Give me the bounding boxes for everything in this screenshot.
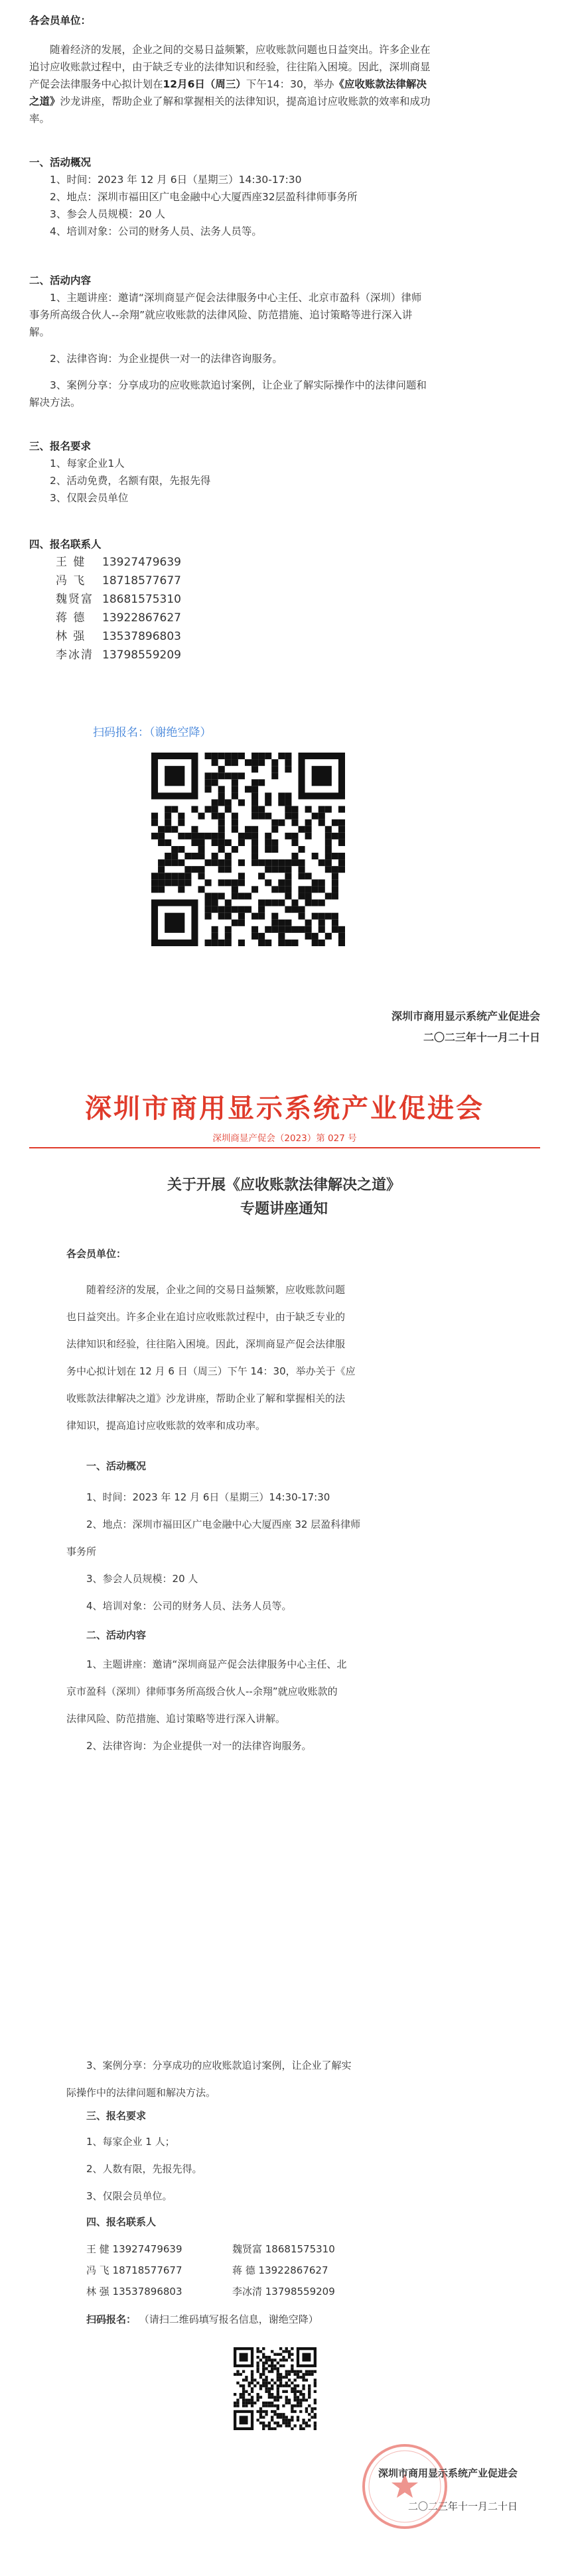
section-title: 一、活动概况 (29, 156, 92, 168)
list-item: 2、法律咨询：为企业提供一对一的法律咨询服务。 (50, 353, 283, 365)
doc-section-title: 二、活动内容 (86, 1629, 147, 1641)
intro-line-2: 追讨应收账款过程中，由于缺乏专业的法律知识和经验，往往陷入困境。因此，深圳商显 (29, 61, 431, 73)
list-item: 3、仅限会员单位 (50, 492, 129, 504)
section-content (29, 272, 540, 411)
signature-org: 深圳市商用显示系统产业促进会 (391, 1010, 540, 1022)
contact-row: 王 健 13927479639 (56, 556, 181, 569)
doc-org-name: 深圳市商用显示系统产业促进会 (85, 1093, 484, 1124)
registration-qr-code[interactable] (151, 753, 345, 946)
doc-section-title: 三、报名要求 (86, 2110, 147, 2122)
intro-line-3: 产促会法律服务中心拟计划在12月6日（周三）下午14：30，举办《应收账款法律解决 (29, 78, 427, 90)
contact-row: 林 强 13537896803 (56, 630, 181, 643)
contact-row: 魏贤富 18681575310 (56, 593, 181, 606)
greeting-text: 各会员单位： (29, 15, 92, 27)
list-item: 3、参会人员规模：20 人 (50, 208, 166, 220)
list-item: 解决方法。 (29, 397, 81, 408)
list-item: 解。 (29, 326, 50, 338)
doc-contacts (86, 2242, 458, 2306)
qr-caption: 扫码报名：（谢绝空降） (93, 726, 212, 739)
doc-header (29, 1087, 540, 1144)
list-item: 3、案例分享：分享成功的应收账款追讨案例，让企业了解实际操作中的法律问题和 (50, 379, 427, 391)
doc-title-line: 专题讲座通知 (240, 1201, 328, 1217)
doc-list-item: 3、案例分享：分享成功的应收账款追讨案例，让企业了解实 (86, 2059, 352, 2071)
doc-title (0, 1174, 568, 1221)
doc-intro-line: 务中心拟计划在 12 月 6 日（周三）下午 14：30，举办关于《应 (66, 1365, 356, 1377)
doc-list-item: 1、每家企业 1 人； (86, 2136, 175, 2148)
doc-intro-line: 收账款法律解决之道》沙龙讲座，帮助企业了解和掌握相关的法 (66, 1392, 346, 1404)
header-divider (29, 1147, 540, 1148)
doc-number: 深圳商显产促会（2023）第 027 号 (212, 1133, 357, 1144)
list-item: 事务所高级合伙人--余翔”就应收账款的法律风险、防范措施、追讨策略等进行深入讲 (29, 309, 413, 321)
doc-qr-note: （请扫二维码填写报名信息，谢绝空降） (139, 2313, 319, 2325)
contact-row: 蒋 德 13922867627 (56, 611, 181, 625)
doc-intro-line: 法律知识和经验，往往陷入困境。因此，深圳商显产促会法律服 (66, 1338, 346, 1350)
doc-list-item: 2、地点：深圳市福田区广电金融中心大厦西座 32 层盈科律师 (86, 1518, 361, 1530)
greeting (29, 12, 540, 29)
doc-list-item: 际操作中的法律问题和解决方法。 (66, 2087, 216, 2099)
doc-list-item: 京市盈科（深圳）律师事务所高级合伙人--余翔”就应收账款的 (66, 1686, 338, 1697)
doc-section-overview (66, 1484, 518, 1620)
list-item: 1、主题讲座：邀请“深圳商显产促会法律服务中心主任、北京市盈科（深圳）律师 (50, 292, 422, 304)
section-title: 四、报名联系人 (29, 538, 102, 550)
doc-qr-label: 扫码报名： (86, 2313, 137, 2325)
section-requirements (29, 438, 540, 507)
doc-intro-line: 也日益突出。许多企业在追讨应收账款过程中，由于缺乏专业的 (66, 1311, 346, 1323)
doc-section-content (66, 1651, 518, 1760)
doc-section-content-cont (66, 2052, 518, 2107)
doc-section-title: 四、报名联系人 (86, 2216, 157, 2228)
intro-line-4: 之道》沙龙讲座，帮助企业了解和掌握相关的法律知识，提高追讨应收账款的效率和成功 (29, 95, 431, 107)
contact-row: 冯 飞 18718577677 (56, 574, 181, 587)
doc-contact-row: 冯 飞 18718577677 蒋 德 13922867627 (86, 2264, 328, 2276)
section-title: 二、活动内容 (29, 275, 92, 286)
doc-qr-line (86, 2313, 518, 2326)
doc-list-item: 1、时间：2023 年 12 月 6日（星期三）14:30-17:30 (86, 1491, 330, 1503)
list-item: 2、地点：深圳市福田区广电金融中心大厦西座32层盈科律师事务所 (50, 191, 358, 203)
doc-intro-line: 律知识，提高追讨应收账款的效率和成功率。 (66, 1420, 266, 1432)
doc-list-item: 3、仅限会员单位。 (86, 2190, 173, 2202)
doc-list-item: 法律风险、防范措施、追讨策略等进行深入讲解。 (66, 1713, 286, 1725)
contact-row: 李冰清 13798559209 (56, 648, 181, 662)
doc-list-item: 2、人数有限，先报先得。 (86, 2163, 202, 2175)
doc-contact-row: 林 强 13537896803 李冰清 13798559209 (86, 2286, 335, 2298)
doc-section-title: 一、活动概况 (86, 1460, 147, 1472)
doc-greeting: 各会员单位： (66, 1248, 127, 1260)
doc-section-requirements (66, 2128, 518, 2210)
section-contacts (29, 536, 540, 664)
doc-intro-line: 随着经济的发展，企业之间的交易日益频繁，应收账款问题 (86, 1284, 346, 1296)
doc-list-item: 1、主题讲座：邀请“深圳商显产促会法律服务中心主任、北 (86, 1658, 347, 1670)
list-item: 4、培训对象：公司的财务人员、法务人员等。 (50, 225, 262, 237)
signature-date: 二〇二三年十一月二十日 (423, 1031, 540, 1044)
section-title: 三、报名要求 (29, 440, 92, 452)
doc-intro (66, 1276, 518, 1440)
doc-list-item: 4、培训对象：公司的财务人员、法务人员等。 (86, 1600, 292, 1612)
list-item: 1、每家企业1人 (50, 458, 125, 469)
doc-list-item: 事务所 (66, 1546, 97, 1558)
intro-line-1: 随着经济的发展，企业之间的交易日益频繁，应收账款问题也日益突出。许多企业在 (50, 44, 431, 56)
doc-qr-code (234, 2347, 317, 2430)
intro-line-5: 率。 (29, 113, 50, 125)
intro-paragraph (29, 41, 540, 127)
doc-sign-date: 二〇二三年十一月二十日 (407, 2500, 518, 2512)
doc-contact-row: 王 健 13927479639 魏贤富 18681575310 (86, 2243, 335, 2255)
list-item: 1、时间：2023 年 12 月 6日（星期三）14:30-17:30 (50, 174, 302, 186)
list-item: 2、活动免费，名额有限，先报先得 (50, 475, 211, 487)
red-seal-stamp (358, 2440, 451, 2533)
doc-title-line: 关于开展《应收账款法律解决之道》 (167, 1177, 401, 1194)
doc-list-item: 3、参会人员规模：20 人 (86, 1573, 198, 1585)
doc-sign-org: 深圳市商用显示系统产业促进会 (378, 2467, 518, 2479)
doc-list-item: 2、法律咨询：为企业提供一对一的法律咨询服务。 (86, 1740, 312, 1752)
section-overview (29, 154, 540, 240)
